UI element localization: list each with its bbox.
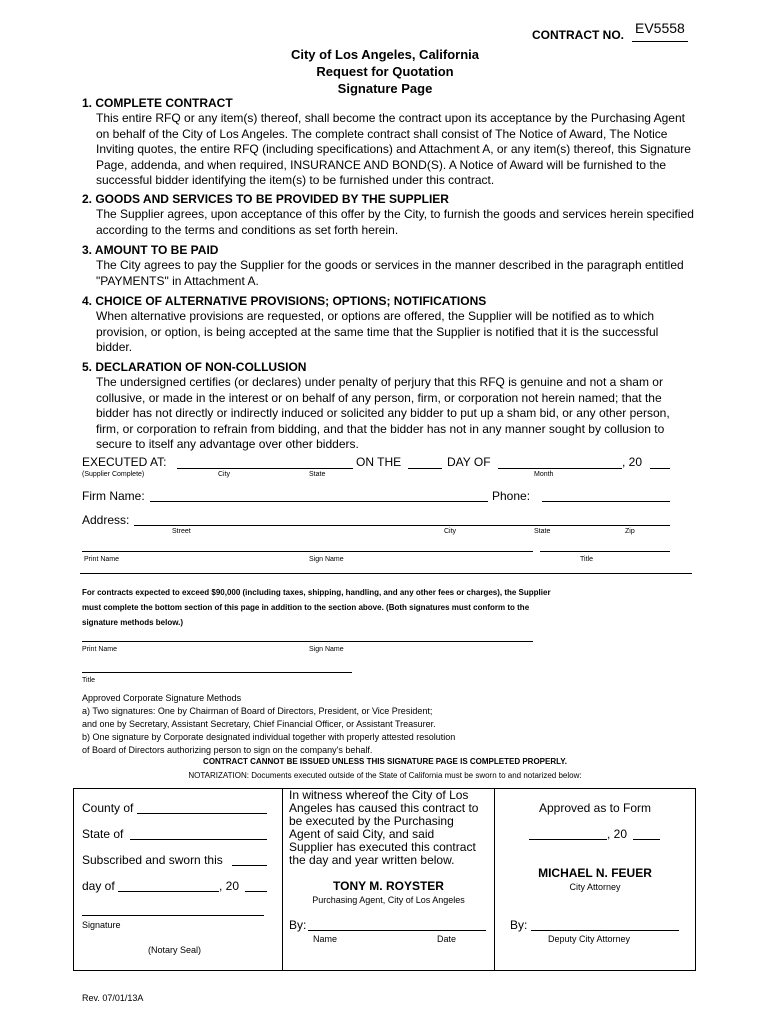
notice-line-2: must complete the bottom section of this page in addition to the section above. (Both signatures must conform to the [82, 603, 530, 612]
title-caption: Title [580, 556, 593, 563]
section-4-body: When alternative provisions are requested, or options are offered, the Supplier will be notified as to which provision, or option, is being accepted at the same time that the Supplier is notified that it is the successful bidder. [96, 309, 659, 354]
witness-by-label: By: [289, 918, 307, 932]
on-the-field[interactable] [408, 468, 442, 469]
title-field[interactable] [540, 551, 670, 552]
page-title-line1: City of Los Angeles, California [290, 47, 480, 62]
section-3-body: The City agrees to pay the Supplier for the goods or services in the manner described in the paragraph entitled "PAYMENTS" in Attachment A. [96, 258, 684, 288]
section-3-heading: 3. AMOUNT TO BE PAID [82, 243, 219, 257]
section-1-body: This entire RFQ or any item(s) thereof, shall become the contract upon its acceptance by the Purchasing Agent on behalf of the City of Los Angeles. The complete contract shall consist of The Notice of Award, The Notice Inviting quotes, the entire RFQ (including specifications) and Attachment A, or any item(s) thereof, this Signature Page, addenda, and when required, INSURANCE AND BOND(S). A Notice of Award will be furnished to the successful bidder identifying the item(s) to be furnished under this contract. [96, 111, 691, 187]
contract-number-line [632, 41, 688, 42]
print-sign-name-field-2[interactable] [82, 641, 533, 642]
city-attorney-role: City Attorney [569, 882, 621, 892]
address-field[interactable] [134, 525, 670, 526]
warning-text: CONTRACT CANNOT BE ISSUED UNLESS THIS SIGNATURE PAGE IS COMPLETED PROPERLY. [203, 757, 567, 766]
section-1-heading: 1. COMPLETE CONTRACT [82, 96, 233, 110]
name-caption: Name [313, 934, 338, 944]
notary-year-field[interactable] [245, 891, 267, 892]
box-left-border [73, 788, 74, 971]
method-a-line-2: and one by Secretary, Assistant Secretary, Chief Financial Officer, or Assistant Treasurer. [82, 719, 436, 729]
notary-seal-caption: (Notary Seal) [148, 945, 202, 955]
street-caption: Street [172, 528, 191, 535]
approved-by-label: By: [510, 918, 528, 932]
phone-label: Phone: [492, 489, 531, 503]
month-caption: Month [534, 471, 554, 478]
deputy-city-attorney-caption: Deputy City Attorney [548, 934, 631, 944]
executed-at-field[interactable] [177, 468, 353, 469]
phone-field[interactable] [542, 501, 670, 502]
notice-line-3: signature methods below.) [82, 618, 184, 627]
day-of-label: DAY OF [447, 455, 491, 469]
year-prefix: , 20 [622, 455, 643, 469]
zip-caption: Zip [625, 528, 635, 535]
notary-signature-field[interactable] [82, 915, 264, 916]
notarization-text: NOTARIZATION: Documents executed outside of the State of California must be sworn to and notarized below: [188, 771, 582, 780]
deputy-signature-field[interactable] [531, 930, 679, 931]
state-field[interactable] [130, 839, 267, 840]
month-field[interactable] [498, 468, 622, 469]
method-b-line-1: b) One signature by Corporate designated individual together with properly attested resolution [82, 732, 456, 742]
state-label: State of [82, 827, 124, 841]
approved-date-field[interactable] [529, 839, 607, 840]
print-sign-name-field[interactable] [82, 551, 533, 552]
page-title-line2: Request for Quotation [316, 64, 454, 79]
section-2-body: The Supplier agrees, upon acceptance of this offer by the City, to furnish the goods and services herein specified according to the terms and conditions as set forth herein. [96, 207, 694, 237]
contract-number[interactable]: EV5558 [635, 20, 685, 36]
on-the-label: ON THE [356, 455, 402, 469]
approved-as-to-form-label: Approved as to Form [538, 801, 652, 815]
purchasing-agent-role: Purchasing Agent, City of Los Angeles [312, 895, 465, 905]
approved-year-field[interactable] [633, 839, 660, 840]
subscribed-label: Subscribed and sworn this [82, 853, 223, 867]
box-right-border [695, 788, 696, 971]
notary-day-of-label: day of [82, 879, 115, 893]
methods-heading: Approved Corporate Signature Methods [82, 693, 242, 703]
print-name-caption-2: Print Name [82, 646, 118, 653]
witness-line-4: Agent of said City, and said [289, 827, 435, 841]
firm-name-field[interactable] [150, 501, 488, 502]
address-label: Address: [82, 513, 130, 527]
purchasing-agent-signature-field[interactable] [308, 930, 486, 931]
address-city-caption: City [444, 528, 457, 535]
title-caption-2: Title [82, 677, 95, 684]
purchasing-agent-name: TONY M. ROYSTER [333, 879, 444, 893]
county-field[interactable] [137, 813, 267, 814]
city-attorney-name: MICHAEL N. FEUER [538, 866, 652, 880]
witness-line-2: Angeles has caused this contract to [289, 801, 479, 815]
notary-signature-caption: Signature [82, 920, 121, 930]
notary-day-field[interactable] [118, 891, 219, 892]
sign-name-caption: Sign Name [309, 556, 344, 563]
firm-name-label: Firm Name: [82, 489, 145, 503]
address-state-caption: State [534, 528, 551, 535]
state-caption: State [309, 471, 326, 478]
sign-name-caption-2: Sign Name [309, 646, 344, 653]
notice-line-1: For contracts expected to exceed $90,000 (including taxes, shipping, handling, and any other fees or charges), the Supplier [82, 588, 551, 597]
approved-year-prefix: , 20 [607, 827, 628, 841]
county-label: County of [82, 801, 134, 815]
large-contract-notice [82, 585, 551, 630]
supplier-complete-caption: (Supplier Complete) [82, 471, 145, 478]
witness-line-5: Supplier has executed this contract [289, 840, 476, 854]
witness-text [289, 789, 478, 867]
box-bottom-border [73, 970, 696, 971]
print-name-caption: Print Name [84, 556, 120, 563]
notary-year-prefix: , 20 [219, 879, 240, 893]
signature-methods [82, 692, 455, 757]
method-b-line-2: of Board of Directors authorizing person to sign on the company's behalf. [82, 745, 373, 755]
method-a-line-1: a) Two signatures: One by Chairman of Board of Directors, President, or Vice President; [82, 706, 433, 716]
subscribed-field[interactable] [232, 865, 267, 866]
page-title-line3: Signature Page [337, 81, 433, 96]
title-field-2[interactable] [82, 672, 352, 673]
contract-no-label: CONTRACT NO. [532, 28, 624, 42]
section-divider [80, 573, 692, 574]
section-5-body: The undersigned certifies (or declares) under penalty of perjury that this RFQ is genuine and not a sham or collusive, or made in the interest or on behalf of any person, firm, or corporation not herein named; that the bidder has not directly or indirectly induced or solicited any bidder to put up a sham bid, or any other person, firm, or corporation to refrain from bidding, and that the bidder has not in any manner sought by collusion to secure to itself any advantage over other bidders. [96, 375, 670, 451]
witness-line-6: the day and year written below. [289, 853, 455, 867]
year-field[interactable] [650, 468, 670, 469]
date-caption: Date [437, 934, 457, 944]
section-5-heading: 5. DECLARATION OF NON-COLLUSION [82, 360, 307, 374]
witness-line-1: In witness whereof the City of Los [289, 788, 469, 802]
city-caption: City [218, 471, 231, 478]
witness-line-3: be executed by the Purchasing [289, 814, 454, 828]
section-2-heading: 2. GOODS AND SERVICES TO BE PROVIDED BY THE SUPPLIER [82, 192, 449, 206]
executed-at-label: EXECUTED AT: [82, 455, 167, 469]
revision-footer: Rev. 07/01/13A [82, 993, 144, 1003]
section-4-heading: 4. CHOICE OF ALTERNATIVE PROVISIONS; OPTIONS; NOTIFICATIONS [82, 294, 487, 308]
